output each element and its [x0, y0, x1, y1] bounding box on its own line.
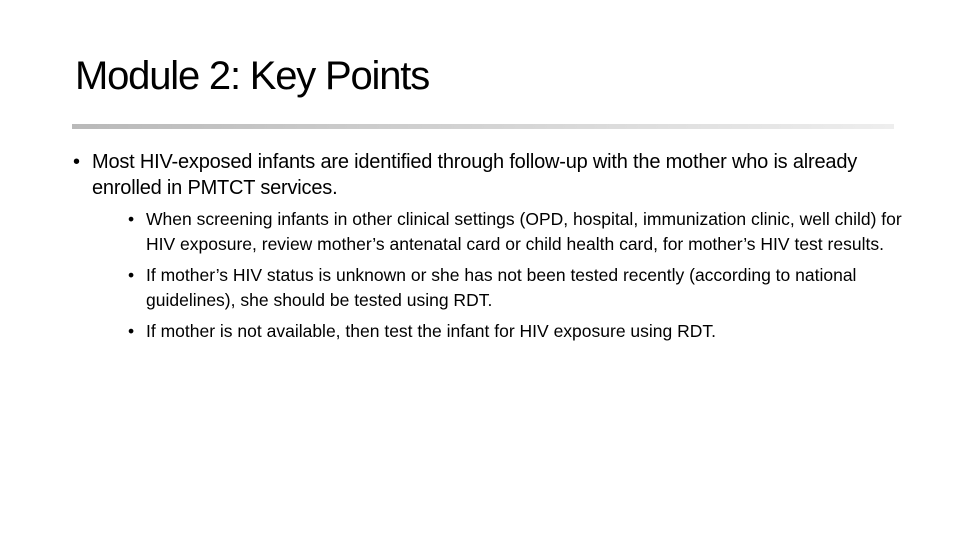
bullet-icon: • [73, 151, 80, 173]
bullet-text: Most HIV-exposed infants are identified through follow-up with the mother who is already enrolled in PMTCT services. [92, 151, 858, 199]
bullet-point [73, 149, 903, 344]
sub-bullet-list [126, 207, 903, 344]
bullet-list [73, 149, 903, 351]
sub-bullet-text: If mother’s HIV status is unknown or she has not been tested recently (according to national guidelines), she should be tested using RDT. [146, 265, 857, 310]
slide-title: Module 2: Key Points [75, 54, 429, 98]
sub-bullet-text: If mother is not available, then test the infant for HIV exposure using RDT. [146, 321, 717, 341]
sub-bullet-point [126, 319, 903, 344]
sub-bullet-text: When screening infants in other clinical settings (OPD, hospital, immunization clinic, well child) for HIV exposure, review mother’s antenatal card or child health card, for mother’s HIV test results. [146, 209, 902, 254]
bullet-icon: • [128, 265, 135, 285]
bullet-icon: • [128, 209, 135, 229]
sub-bullet-point [126, 263, 903, 312]
title-divider [72, 124, 894, 129]
sub-bullet-point [126, 207, 903, 256]
bullet-icon: • [128, 321, 135, 341]
